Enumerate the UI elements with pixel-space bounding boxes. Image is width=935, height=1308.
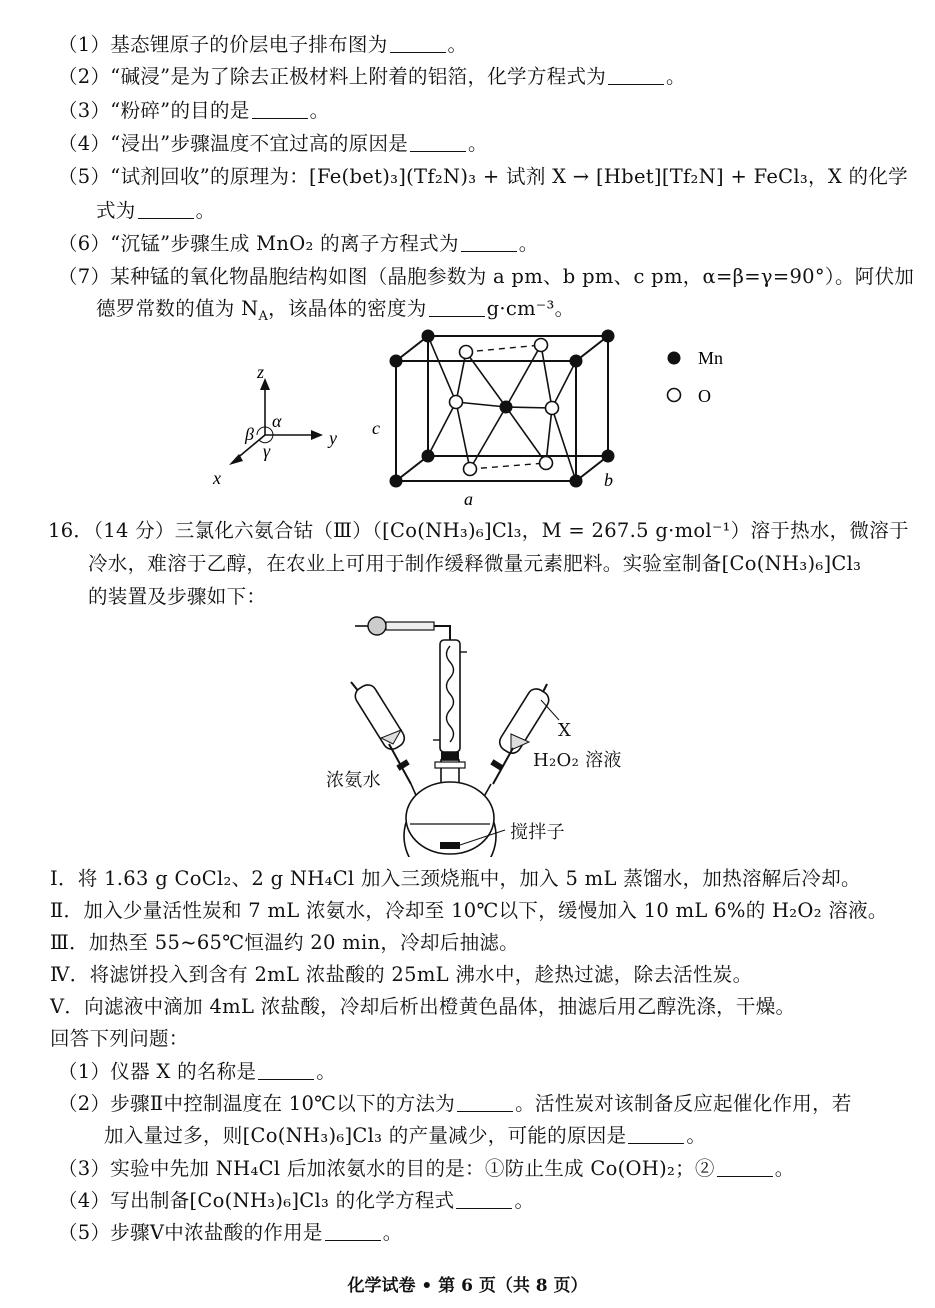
q15-part5-line1: （5）“试剂回收”的原理为：[Fe(bet)₃](Tf₂N)₃ + 试剂 X → [Hbet][Tf₂N] + FeCl₃，X 的化学 [58, 165, 908, 188]
answer-blank[interactable] [628, 1125, 684, 1144]
mn-legend-label: Mn [698, 348, 724, 368]
apparatus-label-ammonia: 浓氨水 [326, 770, 381, 791]
answer-blank[interactable] [608, 66, 664, 85]
answer-blank[interactable] [456, 1190, 512, 1209]
axes-diagram [205, 360, 355, 495]
answer-blank[interactable] [461, 233, 517, 252]
answer-blank[interactable] [138, 200, 194, 219]
answer-blank[interactable] [390, 34, 446, 53]
q16-part2-line2: 加入量过多，则[Co(NH₃)₆]Cl₃ 的产量减少，可能的原因是 。 [104, 1124, 707, 1147]
answer-blank[interactable] [410, 133, 466, 152]
edge-c-label: c [372, 418, 380, 438]
q15-part2: （2）“碱浸”是为了除去正极材料上附着的铝箔，化学方程式为 。 [58, 65, 686, 88]
q16-part1: （1）仪器 X 的名称是 。 [58, 1060, 337, 1083]
mn-legend-symbol [668, 352, 681, 365]
axis-x-label: x [213, 468, 221, 488]
q15-part7-line1: （7）某种锰的氧化物晶胞结构如图（晶胞参数为 a pm、b pm、c pm，α=β=γ=90°）。阿伏加 [58, 265, 915, 288]
mn-atoms [390, 330, 615, 488]
answer-blank[interactable] [252, 100, 308, 119]
stir-bar [440, 842, 460, 849]
answer-blank[interactable] [325, 1222, 381, 1241]
step-4: Ⅳ．将滤饼投入到含有 2mL 浓盐酸的 25mL 沸水中，趁热过滤，除去活性炭。 [50, 963, 753, 986]
answer-prompt: 回答下列问题： [50, 1027, 189, 1050]
axis-y-label: y [329, 428, 337, 448]
apparatus-label-h2o2: H₂O₂ 溶液 [533, 750, 622, 771]
q15-part1: （1）基态锂原子的价层电子排布图为 。 [58, 33, 468, 56]
apparatus-label-x: X [558, 720, 572, 741]
q16-part3: （3）实验中先加 NH₄Cl 后加浓氨水的目的是：①防止生成 Co(OH)₂；② 。 [58, 1157, 795, 1180]
axis-z-label: z [257, 362, 265, 382]
q15-part4: （4）“浸出”步骤温度不宜过高的原因是 。 [58, 132, 488, 155]
three-neck-flask [404, 782, 496, 857]
q15-part6: （6）“沉锰”步骤生成 MnO₂ 的离子方程式为 。 [58, 232, 539, 255]
angle-beta-label: β [245, 424, 254, 444]
condenser [440, 640, 460, 752]
step-1: Ⅰ．将 1.63 g CoCl₂、2 g NH₄Cl 加入三颈烧瓶中，加入 5 mL 蒸馏水，加热溶解后冷却。 [50, 867, 861, 890]
q15-part5-line2: 式为 。 [96, 199, 216, 222]
step-3: Ⅲ．加热至 55~65℃恒温约 20 min，冷却后抽滤。 [50, 931, 519, 954]
drying-tube-bulb [368, 617, 386, 635]
answer-blank[interactable] [717, 1158, 773, 1177]
o-legend-symbol [668, 389, 681, 402]
crystal-cell-diagram [360, 320, 640, 510]
o-legend-label: O [698, 386, 711, 406]
page-footer: 化学试卷 • 第 6 页（共 8 页） [347, 1276, 588, 1296]
q16-intro-line3: 的装置及步骤如下： [88, 585, 267, 608]
angle-alpha-label: α [272, 411, 282, 431]
q15-part3: （3）“粉碎”的目的是 。 [58, 99, 330, 122]
answer-blank[interactable] [457, 1093, 513, 1112]
step-2: Ⅱ．加入少量活性炭和 7 mL 浓氨水，冷却至 10℃以下，缓慢加入 10 mL 6%的 H₂O₂ 溶液。 [50, 899, 888, 922]
edge-a-label: a [464, 489, 473, 509]
q16-part2-line1: （2）步骤Ⅱ中控制温度在 10℃以下的方法为 。活性炭对该制备反应起催化作用，若 [58, 1092, 852, 1115]
crystal-legend [660, 345, 740, 410]
q16-part4: （4）写出制备[Co(NH₃)₆]Cl₃ 的化学方程式 。 [58, 1189, 535, 1212]
q16-intro-line2: 冷水，难溶于乙醇，在农业上可用于制作缓释微量元素肥料。实验室制备[Co(NH₃)₆]Cl₃ [88, 552, 862, 575]
angle-gamma-label: γ [263, 441, 271, 461]
step-5: Ⅴ．向滤液中滴加 4mL 浓盐酸，冷却后析出橙黄色晶体，抽滤后用乙醇洗涤，干燥。 [50, 995, 796, 1018]
q15-part7-line2: 德罗常数的值为 $N_A$，该晶体的密度为 g·cm⁻³。 [96, 297, 575, 324]
q16-intro-line1: 16．（14 分）三氯化六氨合钴（Ⅲ）（[Co(NH₃)₆]Cl₃，M = 267.5 g·mol⁻¹）溶于热水，微溶于 [48, 519, 909, 542]
edge-b-label: b [604, 470, 613, 490]
answer-blank[interactable] [429, 298, 485, 317]
apparatus-label-stirrer: 搅拌子 [510, 822, 565, 843]
answer-blank[interactable] [258, 1061, 314, 1080]
apparatus-diagram [315, 612, 645, 857]
q16-part5: （5）步骤Ⅴ中浓盐酸的作用是 。 [58, 1221, 403, 1244]
